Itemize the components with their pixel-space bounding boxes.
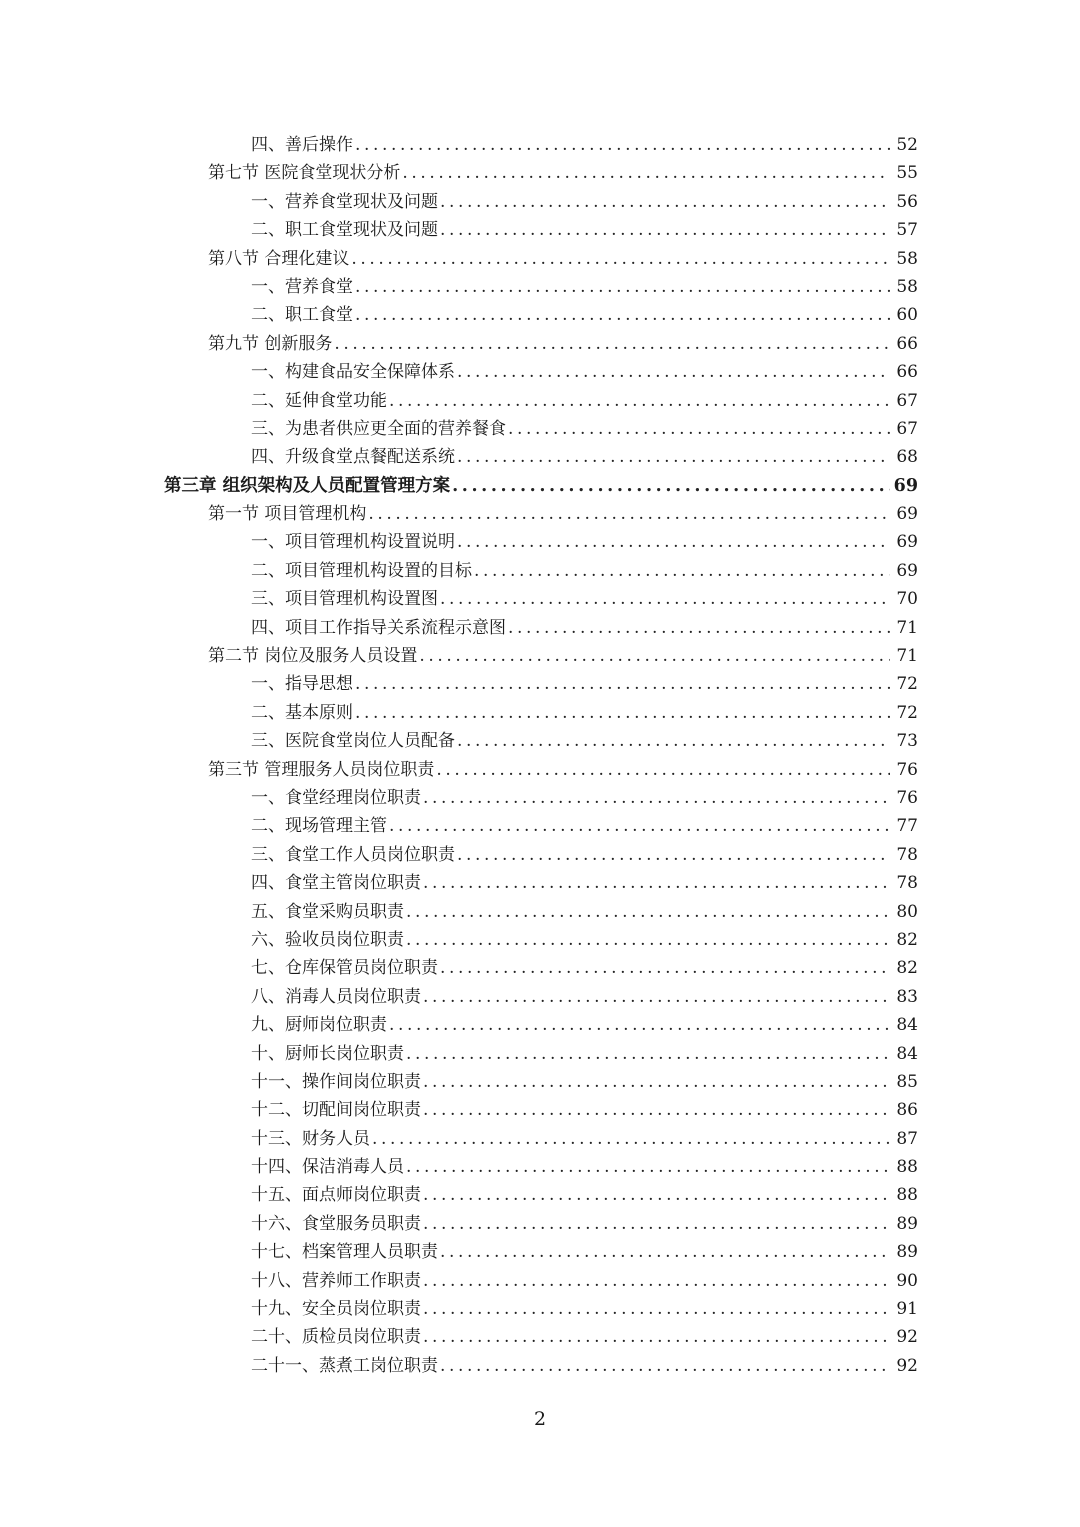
table-of-contents	[0, 131, 1080, 1380]
toc-entry-line	[251, 1238, 918, 1266]
toc-entry-title: 二、延伸食堂功能	[251, 390, 387, 411]
toc-entry-title: 七、仓库保管员岗位职责	[251, 958, 438, 979]
toc-section-entry[interactable]	[0, 756, 1080, 784]
toc-subsection-entry[interactable]	[0, 1153, 1080, 1181]
toc-entry-title: 一、食堂经理岗位职责	[251, 787, 421, 808]
toc-entry-page: 68	[896, 447, 918, 468]
toc-dot-leader	[423, 784, 890, 812]
toc-entry-title: 十三、财务人员	[251, 1128, 370, 1149]
toc-subsection-entry[interactable]	[0, 1238, 1080, 1266]
toc-entry-page: 55	[896, 163, 918, 184]
toc-entry-title: 二十一、蒸煮工岗位职责	[251, 1355, 438, 1376]
toc-entry-title: 四、项目工作指导关系流程示意图	[251, 617, 506, 638]
toc-subsection-entry[interactable]	[0, 188, 1080, 216]
toc-entry-title: 二、项目管理机构设置的目标	[251, 560, 472, 581]
toc-entry-page: 83	[896, 986, 918, 1007]
toc-entry-line	[251, 1153, 918, 1181]
toc-entry-page: 72	[896, 674, 918, 695]
toc-dot-leader	[372, 1125, 890, 1153]
toc-entry-line	[251, 358, 918, 386]
toc-subsection-entry[interactable]	[0, 216, 1080, 244]
toc-entry-title: 六、验收员岗位职责	[251, 929, 404, 950]
toc-dot-leader	[423, 1295, 890, 1323]
toc-entry-title: 一、营养食堂	[251, 276, 353, 297]
toc-entry-page: 73	[896, 731, 918, 752]
toc-subsection-entry[interactable]	[0, 1096, 1080, 1124]
toc-dot-leader	[440, 216, 890, 244]
toc-entry-line	[251, 1181, 918, 1209]
toc-entry-page: 67	[896, 418, 918, 439]
toc-entry-title: 第九节 创新服务	[208, 333, 333, 354]
toc-subsection-entry[interactable]	[0, 727, 1080, 755]
toc-entry-title: 一、指导思想	[251, 674, 353, 695]
toc-entry-line	[251, 898, 918, 926]
toc-subsection-entry[interactable]	[0, 1267, 1080, 1295]
toc-section-entry[interactable]	[0, 500, 1080, 528]
toc-dot-leader	[457, 443, 890, 471]
toc-entry-title: 十六、食堂服务员职责	[251, 1213, 421, 1234]
toc-dot-leader	[334, 330, 890, 358]
toc-entry-title: 二十、质检员岗位职责	[251, 1327, 421, 1348]
toc-entry-title: 三、食堂工作人员岗位职责	[251, 844, 455, 865]
toc-entry-line	[251, 983, 918, 1011]
toc-entry-page: 71	[896, 646, 918, 667]
toc-dot-leader	[423, 1267, 890, 1295]
toc-subsection-entry[interactable]	[0, 954, 1080, 982]
toc-dot-leader	[355, 301, 890, 329]
toc-dot-leader	[457, 358, 890, 386]
toc-entry-line	[251, 131, 918, 159]
toc-dot-leader	[457, 528, 890, 556]
toc-dot-leader	[440, 1238, 890, 1266]
toc-entry-line	[251, 1295, 918, 1323]
toc-subsection-entry[interactable]	[0, 670, 1080, 698]
toc-entry-title: 第一节 项目管理机构	[208, 504, 367, 525]
toc-entry-page: 89	[896, 1242, 918, 1263]
toc-dot-leader	[406, 926, 890, 954]
toc-dot-leader	[457, 841, 890, 869]
toc-entry-line	[251, 301, 918, 329]
toc-entry-title: 十、厨师长岗位职责	[251, 1043, 404, 1064]
toc-entry-line	[208, 642, 918, 670]
toc-entry-line	[251, 1125, 918, 1153]
toc-subsection-entry[interactable]	[0, 528, 1080, 556]
toc-subsection-entry[interactable]	[0, 699, 1080, 727]
toc-dot-leader	[440, 188, 890, 216]
toc-entry-page: 69	[896, 560, 918, 581]
toc-entry-line	[251, 1040, 918, 1068]
toc-entry-line	[251, 1323, 918, 1351]
toc-dot-leader	[351, 245, 890, 273]
toc-entry-title: 三、医院食堂岗位人员配备	[251, 731, 455, 752]
toc-dot-leader	[508, 415, 890, 443]
toc-entry-page: 82	[896, 929, 918, 950]
toc-subsection-entry[interactable]	[0, 1295, 1080, 1323]
toc-subsection-entry[interactable]	[0, 1125, 1080, 1153]
toc-entry-page: 69	[893, 475, 918, 496]
toc-dot-leader	[508, 614, 890, 642]
toc-entry-line	[251, 1096, 918, 1124]
toc-entry-line	[251, 1011, 918, 1039]
toc-entry-page: 69	[896, 504, 918, 525]
toc-entry-title: 第三章 组织架构及人员配置管理方案	[164, 475, 451, 496]
toc-entry-page: 89	[896, 1213, 918, 1234]
toc-entry-page: 69	[896, 532, 918, 553]
toc-entry-page: 92	[896, 1327, 918, 1348]
toc-entry-title: 二、职工食堂	[251, 305, 353, 326]
toc-entry-line	[251, 188, 918, 216]
toc-entry-title: 四、升级食堂点餐配送系统	[251, 447, 455, 468]
toc-entry-line	[251, 926, 918, 954]
toc-entry-title: 四、食堂主管岗位职责	[251, 873, 421, 894]
toc-entry-title: 十八、营养师工作职责	[251, 1270, 421, 1291]
toc-dot-leader	[440, 1352, 890, 1380]
toc-subsection-entry[interactable]	[0, 1068, 1080, 1096]
toc-subsection-entry[interactable]	[0, 1040, 1080, 1068]
toc-entry-line	[251, 727, 918, 755]
toc-dot-leader	[452, 472, 890, 500]
toc-subsection-entry[interactable]	[0, 131, 1080, 159]
toc-entry-page: 67	[896, 390, 918, 411]
toc-subsection-entry[interactable]	[0, 926, 1080, 954]
toc-dot-leader	[419, 642, 890, 670]
toc-entry-line	[251, 699, 918, 727]
toc-subsection-entry[interactable]	[0, 301, 1080, 329]
toc-dot-leader	[436, 756, 890, 784]
toc-entry-title: 一、项目管理机构设置说明	[251, 532, 455, 553]
toc-entry-title: 九、厨师岗位职责	[251, 1015, 387, 1036]
toc-subsection-entry[interactable]	[0, 812, 1080, 840]
toc-subsection-entry[interactable]	[0, 415, 1080, 443]
toc-entry-page: 78	[896, 844, 918, 865]
toc-dot-leader	[457, 727, 890, 755]
toc-entry-line	[251, 784, 918, 812]
toc-entry-line	[164, 472, 918, 500]
toc-dot-leader	[423, 1181, 890, 1209]
toc-entry-page: 88	[896, 1185, 918, 1206]
toc-section-entry[interactable]	[0, 642, 1080, 670]
toc-subsection-entry[interactable]	[0, 358, 1080, 386]
toc-entry-title: 第三节 管理服务人员岗位职责	[208, 759, 435, 780]
toc-entry-line	[208, 756, 918, 784]
toc-entry-line	[208, 330, 918, 358]
toc-subsection-entry[interactable]	[0, 869, 1080, 897]
toc-subsection-entry[interactable]	[0, 614, 1080, 642]
toc-entry-page: 90	[896, 1270, 918, 1291]
toc-entry-line	[251, 557, 918, 585]
toc-subsection-entry[interactable]	[0, 841, 1080, 869]
toc-entry-page: 92	[896, 1355, 918, 1376]
toc-entry-line	[208, 159, 918, 187]
toc-entry-page: 66	[896, 362, 918, 383]
toc-dot-leader	[402, 159, 890, 187]
toc-entry-page: 58	[896, 248, 918, 269]
toc-dot-leader	[423, 869, 890, 897]
toc-subsection-entry[interactable]	[0, 387, 1080, 415]
toc-entry-line	[251, 585, 918, 613]
toc-entry-page: 71	[896, 617, 918, 638]
toc-entry-page: 84	[896, 1015, 918, 1036]
toc-entry-page: 84	[896, 1043, 918, 1064]
toc-entry-title: 第八节 合理化建议	[208, 248, 350, 269]
toc-subsection-entry[interactable]	[0, 784, 1080, 812]
toc-entry-line	[251, 216, 918, 244]
toc-entry-page: 80	[896, 901, 918, 922]
toc-dot-leader	[440, 954, 890, 982]
toc-entry-title: 二、基本原则	[251, 702, 353, 723]
toc-entry-line	[251, 1210, 918, 1238]
toc-entry-page: 91	[896, 1299, 918, 1320]
toc-entry-page: 86	[896, 1100, 918, 1121]
toc-entry-title: 十一、操作间岗位职责	[251, 1071, 421, 1092]
toc-entry-page: 66	[896, 333, 918, 354]
toc-entry-line	[208, 500, 918, 528]
toc-entry-page: 88	[896, 1157, 918, 1178]
toc-entry-page: 58	[896, 276, 918, 297]
toc-entry-line	[251, 841, 918, 869]
toc-subsection-entry[interactable]	[0, 443, 1080, 471]
toc-dot-leader	[389, 387, 890, 415]
toc-entry-title: 二、职工食堂现状及问题	[251, 220, 438, 241]
toc-subsection-entry[interactable]	[0, 1181, 1080, 1209]
toc-dot-leader	[423, 1096, 890, 1124]
toc-entry-line	[251, 670, 918, 698]
toc-entry-title: 十九、安全员岗位职责	[251, 1299, 421, 1320]
toc-subsection-entry[interactable]	[0, 1011, 1080, 1039]
toc-entry-page: 85	[896, 1071, 918, 1092]
toc-dot-leader	[423, 1323, 890, 1351]
toc-entry-page: 56	[896, 191, 918, 212]
toc-entry-title: 十二、切配间岗位职责	[251, 1100, 421, 1121]
toc-subsection-entry[interactable]	[0, 1352, 1080, 1380]
toc-entry-title: 四、善后操作	[251, 135, 353, 155]
toc-entry-line	[251, 273, 918, 301]
toc-entry-page: 82	[896, 958, 918, 979]
toc-section-entry[interactable]	[0, 245, 1080, 273]
toc-entry-page: 78	[896, 873, 918, 894]
toc-subsection-entry[interactable]	[0, 557, 1080, 585]
toc-entry-line	[251, 812, 918, 840]
toc-dot-leader	[355, 699, 890, 727]
toc-entry-line	[251, 528, 918, 556]
toc-entry-title: 十四、保洁消毒人员	[251, 1157, 404, 1178]
toc-dot-leader	[389, 1011, 890, 1039]
toc-subsection-entry[interactable]	[0, 1210, 1080, 1238]
toc-entry-line	[251, 415, 918, 443]
toc-dot-leader	[389, 812, 890, 840]
toc-entry-line	[251, 1068, 918, 1096]
toc-dot-leader	[440, 585, 890, 613]
toc-entry-line	[251, 1352, 918, 1380]
toc-entry-line	[251, 614, 918, 642]
toc-subsection-entry[interactable]	[0, 1323, 1080, 1351]
toc-chapter-entry[interactable]	[0, 472, 1080, 500]
toc-entry-page: 52	[896, 135, 918, 155]
toc-entry-page: 76	[896, 787, 918, 808]
toc-entry-title: 五、食堂采购员职责	[251, 901, 404, 922]
toc-entry-line	[251, 954, 918, 982]
page-number: 2	[533, 1408, 547, 1430]
toc-entry-line	[251, 1267, 918, 1295]
toc-dot-leader	[355, 131, 890, 159]
toc-entry-title: 十五、面点师岗位职责	[251, 1185, 421, 1206]
toc-section-entry[interactable]	[0, 159, 1080, 187]
toc-dot-leader	[368, 500, 890, 528]
toc-dot-leader	[406, 1040, 890, 1068]
toc-entry-title: 一、营养食堂现状及问题	[251, 191, 438, 212]
toc-entry-page: 57	[896, 220, 918, 241]
toc-dot-leader	[406, 1153, 890, 1181]
toc-entry-page: 77	[896, 816, 918, 837]
toc-entry-line	[251, 387, 918, 415]
toc-entry-title: 十七、档案管理人员职责	[251, 1242, 438, 1263]
toc-section-entry[interactable]	[0, 330, 1080, 358]
toc-dot-leader	[355, 670, 890, 698]
toc-entry-page: 72	[896, 702, 918, 723]
toc-entry-title: 一、构建食品安全保障体系	[251, 362, 455, 383]
toc-entry-title: 第七节 医院食堂现状分析	[208, 163, 401, 184]
toc-entry-title: 第二节 岗位及服务人员设置	[208, 646, 418, 667]
toc-subsection-entry[interactable]	[0, 585, 1080, 613]
toc-entry-line	[251, 869, 918, 897]
toc-dot-leader	[423, 1068, 890, 1096]
toc-entry-page: 70	[896, 589, 918, 610]
toc-dot-leader	[423, 983, 890, 1011]
toc-dot-leader	[406, 898, 890, 926]
toc-subsection-entry[interactable]	[0, 273, 1080, 301]
toc-entry-line	[251, 443, 918, 471]
toc-dot-leader	[355, 273, 890, 301]
toc-entry-title: 三、为患者供应更全面的营养餐食	[251, 418, 506, 439]
toc-entry-page: 76	[896, 759, 918, 780]
toc-dot-leader	[474, 557, 890, 585]
toc-entry-page: 87	[896, 1128, 918, 1149]
toc-entry-line	[208, 245, 918, 273]
toc-entry-title: 八、消毒人员岗位职责	[251, 986, 421, 1007]
toc-entry-page: 60	[896, 305, 918, 326]
toc-subsection-entry[interactable]	[0, 983, 1080, 1011]
toc-entry-title: 二、现场管理主管	[251, 816, 387, 837]
toc-subsection-entry[interactable]	[0, 898, 1080, 926]
toc-dot-leader	[423, 1210, 890, 1238]
toc-entry-title: 三、项目管理机构设置图	[251, 589, 438, 610]
